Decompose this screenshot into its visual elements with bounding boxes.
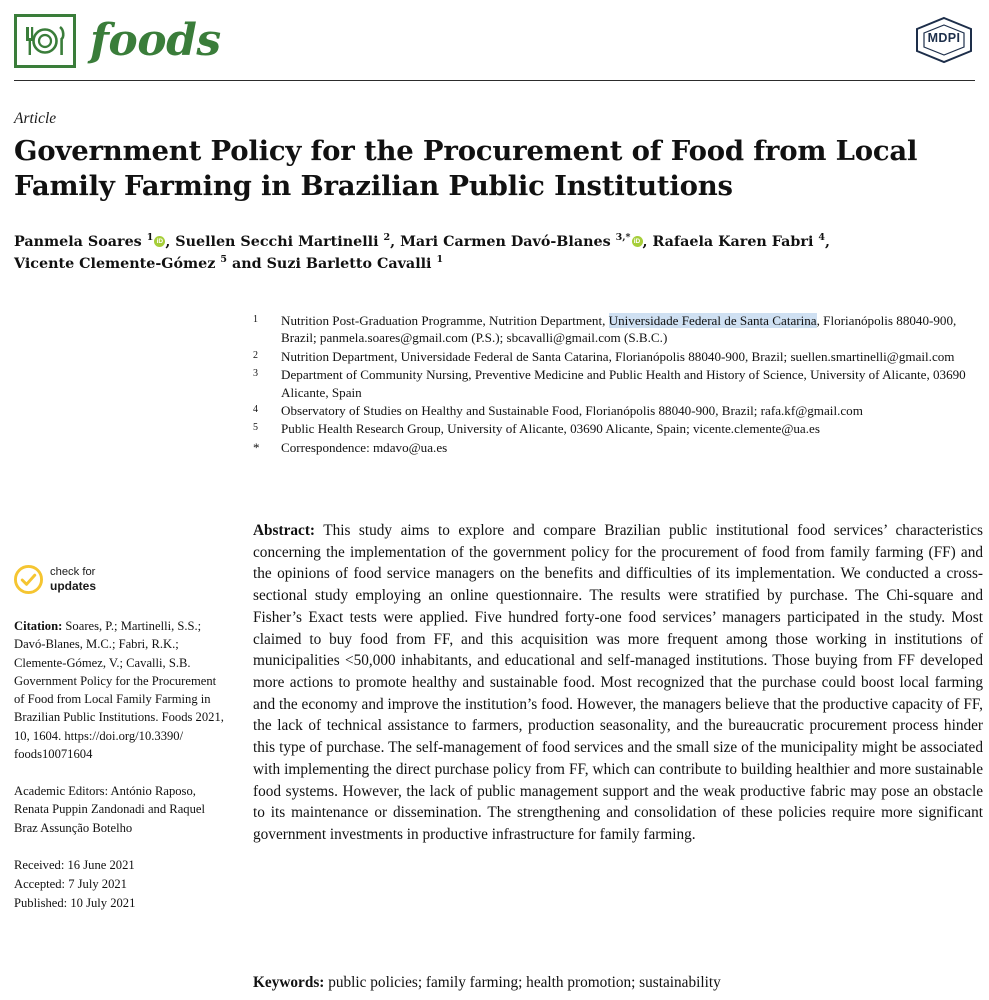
author-mari-carmen-davo-blanes: , Mari Carmen Davó-Blanes <box>390 234 616 250</box>
keywords <box>253 972 983 994</box>
header-divider <box>14 80 975 81</box>
affiliation-text: Public Health Research Group, University of Alicante, 03690 Alicante, Spain; vicente.clemente@ua.es <box>281 421 820 437</box>
affiliation-marker: 3 <box>253 368 258 380</box>
affiliation-text: Department of Community Nursing, Preventive Medicine and Public Health and History of Science, University of Alicante, 03690 Alicante, Spain <box>281 367 966 400</box>
abstract-text: This study aims to explore and compare Brazilian public institutional food services’ characteristics concerning the implementation of the government policy for the procurement of food from family farming (FF) and the opinions of food service managers on the benefits and difficulties of its implementation. We conducted a cross-sectional study employing an online questionnaire. The results were stratified by purchase. The Chi-square and Fisher’s Exact tests were applied. Five hundred forty-one food services’ managers participated in the study. Most claimed to buy food from FF, and this acquisition was more frequent among those working in institutions of municipalities <50,000 inhabitants, and educational and self-managed institutions. Those buying from FF developed more actions to promote healthy and sustainable food. Most recognized that the purchase could boost local farming and the economy and improve the institution’s food. However, the managers believe that the productive capacity of FF, the lack of technical assistance to farmers, production seasonality, and the bureaucratic procurement process hinder this type of purchase. The self-management of food services and the small size of the municipality might be associated with implementing the direct purchase policy from FF, which can contribute to building healthier and more sustainable food systems. However, the lack of public management support and the weak productive fabric may pose an obstacle to its maintenance or dissemination. The strengthening and consolidation of these policies require more significant government investments in productive infrastructure for family farming. <box>253 522 983 844</box>
author-suellen-martinelli: , Suellen Secchi Martinelli <box>165 234 384 250</box>
affiliation-text: Correspondence: mdavo@ua.es <box>281 439 448 455</box>
journal-branding <box>14 14 975 68</box>
sidebar <box>14 565 229 912</box>
affiliation-marker: 1 <box>253 314 258 325</box>
author-panmela-soares: Panmela Soares <box>14 234 147 250</box>
affiliation-marker: * <box>253 439 260 455</box>
check-for-updates-label <box>50 566 96 594</box>
published-date: Published: 10 July 2021 <box>14 895 136 910</box>
affiliation-item <box>253 312 983 347</box>
journal-title: foods <box>90 15 221 66</box>
affiliation-marker: 4 <box>253 404 258 416</box>
mdpi-label: MDPI <box>927 31 961 45</box>
keywords-text: public policies; family farming; health promotion; sustainability <box>324 974 721 991</box>
keywords-label: Keywords: <box>253 974 325 991</box>
affiliation-item <box>253 439 983 456</box>
publication-dates <box>14 856 229 913</box>
affiliation-text <box>281 312 983 347</box>
affiliation-text-after: , Florianópolis 88040-900, Brazil; panmela.soares@gmail.com (P.S.); sbcavalli@gmail.com (S.B.C.) <box>281 313 957 346</box>
affiliation-item <box>253 366 983 401</box>
accepted-date: Accepted: 7 July 2021 <box>14 876 127 891</box>
received-date: Received: 16 June 2021 <box>14 857 135 872</box>
author-rafaela-karen-fabri: , Rafaela Karen Fabri <box>642 234 819 250</box>
abstract-label: Abstract: <box>253 522 316 539</box>
check-updates-line2: updates <box>50 579 97 594</box>
affiliation-item <box>253 348 983 365</box>
affiliation-item <box>253 402 983 419</box>
affiliations <box>253 312 983 457</box>
plate-cutlery-icon <box>14 14 76 68</box>
affiliation-text: Observatory of Studies on Healthy and Sustainable Food, Florianópolis 88040-900, Brazil; rafa.kf@gmail.com <box>281 403 863 419</box>
author-list: Panmela Soares $^1$ iD , Suellen Secchi Martinelli $^2$, Mari Carmen Davó-Blanes $^{3,*}$ iD , Rafaela Karen Fabri $^4$, Vicente Clemente-Gómez $^5$ and Suzi Barletto Cavalli $^1$ <box>14 231 944 275</box>
affiliation-marker: 2 <box>253 349 258 361</box>
mdpi-logo <box>913 16 975 64</box>
check-updates-line1: check for <box>50 565 96 578</box>
orcid-icon[interactable] <box>154 236 165 247</box>
academic-editors: Academic Editors: António Raposo, Renata Puppin Zandonadi and Raquel Braz Assunção Botelho <box>14 784 205 835</box>
check-for-updates-badge[interactable] <box>14 565 229 594</box>
abstract <box>253 520 983 846</box>
author-suzi-barletto-cavalli: and Suzi Barletto Cavalli <box>227 256 437 273</box>
affiliation-highlight: Universidade Federal de Santa Catarina <box>608 313 817 328</box>
affiliation-marker: 5 <box>253 422 258 434</box>
orcid-icon[interactable] <box>632 236 643 247</box>
citation-block <box>14 617 229 763</box>
article-type: Article <box>14 110 57 127</box>
check-circle-icon <box>14 565 43 594</box>
affiliation-text-before: Nutrition Post-Graduation Programme, Nutrition Department, <box>281 313 609 328</box>
masthead <box>14 14 975 76</box>
page-title: Government Policy for the Procurement of Food from Local Family Farming in Brazilian Public Institutions <box>14 135 918 203</box>
affiliation-text: Nutrition Department, Universidade Federal de Santa Catarina, Florianópolis 88040-900, Brazil; suellen.smartinelli@gmail.com <box>281 348 955 364</box>
citation-text: Soares, P.; Martinelli, S.S.; Davó-Blanes, M.C.; Fabri, R.K.; Clemente-Gómez, V.; Cavalli, S.B. Government Policy for the Procurement of Food from Local Family Farming in Brazilian Public Institutions. Foods 2021, 10, 1604. https://doi.org/10.3390/ foods10071604 <box>14 619 224 761</box>
citation-label: Citation: <box>14 619 63 633</box>
author-vicente-clemente-gomez: Vicente Clemente-Gómez <box>14 256 221 273</box>
affiliation-item <box>253 420 983 437</box>
